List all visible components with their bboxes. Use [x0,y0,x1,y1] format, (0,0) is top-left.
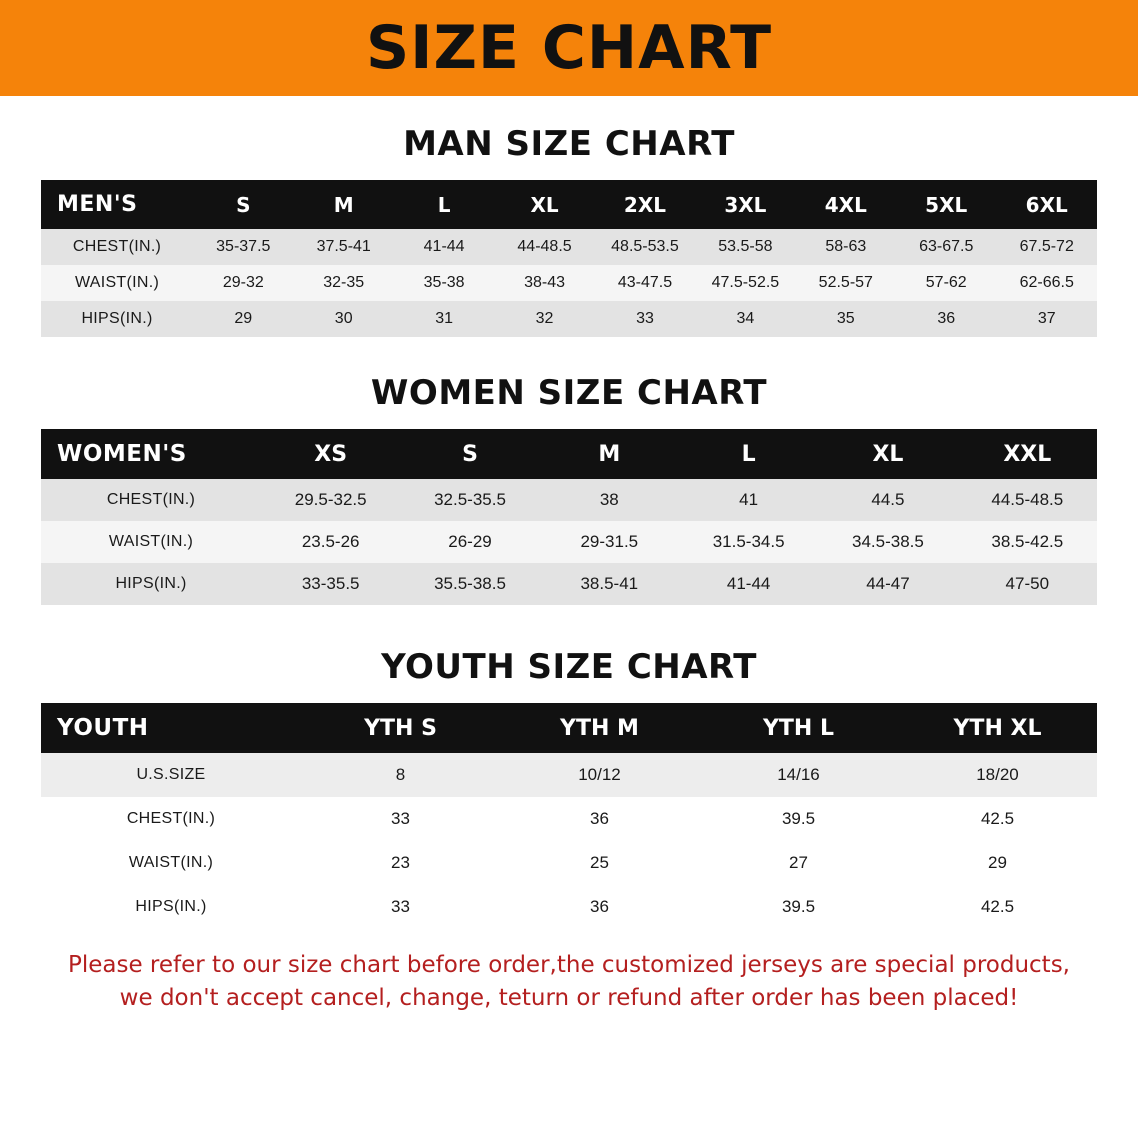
youth-ussize-l: 14/16 [699,753,898,797]
table-row [41,301,1097,337]
men-waist-5xl: 57-62 [896,265,996,301]
women-row-label-chest: CHEST(IN.) [41,479,261,521]
women-chest-l: 41 [679,479,818,521]
men-chest-6xl: 67.5-72 [996,229,1097,265]
men-row-label-waist: WAIST(IN.) [41,265,193,301]
women-hips-m: 38.5-41 [540,563,679,605]
youth-ussize-s: 8 [301,753,500,797]
men-header-s: S [193,180,293,229]
youth-header-label: YOUTH [41,703,301,753]
youth-header-m: YTH M [500,703,699,753]
women-header-l: L [679,429,818,479]
women-section-title: WOMEN SIZE CHART [370,373,768,413]
youth-header-xl: YTH XL [898,703,1097,753]
disclaimer-line-1: Please refer to our size chart before order,the customized jerseys are special products, [67,952,1070,978]
women-header-label: WOMEN'S [41,429,261,479]
youth-chest-m: 36 [500,797,699,841]
disclaimer-note [40,949,1098,1016]
youth-hips-xl: 42.5 [898,885,1097,929]
youth-row-label-waist: WAIST(IN.) [41,841,301,885]
youth-row-label-ussize: U.S.SIZE [41,753,301,797]
youth-row-label-hips: HIPS(IN.) [41,885,301,929]
men-waist-2xl: 43-47.5 [595,265,695,301]
men-chest-m: 37.5-41 [293,229,393,265]
youth-hips-l: 39.5 [699,885,898,929]
women-chest-xxl: 44.5-48.5 [958,479,1097,521]
women-waist-s: 26-29 [400,521,539,563]
women-waist-m: 29-31.5 [540,521,679,563]
men-header-l: L [394,180,494,229]
table-row [41,521,1097,563]
women-size-table [41,429,1097,605]
men-hips-m: 30 [293,301,393,337]
women-waist-xxl: 38.5-42.5 [958,521,1097,563]
men-row-label-hips: HIPS(IN.) [41,301,193,337]
man-section-title: MAN SIZE CHART [403,124,735,164]
men-chest-s: 35-37.5 [193,229,293,265]
youth-hips-m: 36 [500,885,699,929]
table-row [41,265,1097,301]
youth-hips-s: 33 [301,885,500,929]
women-hips-xl: 44-47 [818,563,957,605]
women-hips-s: 35.5-38.5 [400,563,539,605]
men-header-6xl: 6XL [996,180,1097,229]
men-chest-l: 41-44 [394,229,494,265]
women-header-xs: XS [261,429,400,479]
table-row [41,753,1097,797]
youth-waist-m: 25 [500,841,699,885]
women-header-xl: XL [818,429,957,479]
men-chest-4xl: 58-63 [796,229,896,265]
women-row-label-waist: WAIST(IN.) [41,521,261,563]
youth-header-s: YTH S [301,703,500,753]
youth-chest-l: 39.5 [699,797,898,841]
men-hips-2xl: 33 [595,301,695,337]
men-hips-3xl: 34 [695,301,795,337]
men-header-5xl: 5XL [896,180,996,229]
youth-ussize-m: 10/12 [500,753,699,797]
women-header-xxl: XXL [958,429,1097,479]
women-waist-l: 31.5-34.5 [679,521,818,563]
men-hips-6xl: 37 [996,301,1097,337]
men-size-table [41,180,1097,337]
youth-ussize-xl: 18/20 [898,753,1097,797]
banner [0,0,1138,96]
men-waist-l: 35-38 [394,265,494,301]
men-hips-s: 29 [193,301,293,337]
youth-section-title: YOUTH SIZE CHART [381,647,757,687]
men-chest-3xl: 53.5-58 [695,229,795,265]
youth-waist-l: 27 [699,841,898,885]
men-waist-6xl: 62-66.5 [996,265,1097,301]
table-row [41,563,1097,605]
men-waist-s: 29-32 [193,265,293,301]
women-waist-xl: 34.5-38.5 [818,521,957,563]
disclaimer-line-2: we don't accept cancel, change, teturn or refund after order has been placed! [119,985,1019,1012]
women-hips-xs: 33-35.5 [261,563,400,605]
youth-chest-s: 33 [301,797,500,841]
table-row [41,479,1097,521]
men-waist-m: 32-35 [293,265,393,301]
men-header-m: M [293,180,393,229]
table-row [41,797,1097,841]
table-row [41,229,1097,265]
women-chest-s: 32.5-35.5 [400,479,539,521]
table-row [41,885,1097,929]
youth-header-l: YTH L [699,703,898,753]
youth-waist-xl: 29 [898,841,1097,885]
youth-row-label-chest: CHEST(IN.) [41,797,301,841]
men-chest-2xl: 48.5-53.5 [595,229,695,265]
men-header-xl: XL [494,180,594,229]
women-table-header-row [41,429,1097,479]
men-chest-xl: 44-48.5 [494,229,594,265]
women-hips-xxl: 47-50 [958,563,1097,605]
youth-waist-s: 23 [301,841,500,885]
women-hips-l: 41-44 [679,563,818,605]
men-header-4xl: 4XL [796,180,896,229]
men-hips-xl: 32 [494,301,594,337]
women-chest-xl: 44.5 [818,479,957,521]
youth-table-header-row [41,703,1097,753]
men-chest-5xl: 63-67.5 [896,229,996,265]
men-waist-xl: 38-43 [494,265,594,301]
men-waist-3xl: 47.5-52.5 [695,265,795,301]
women-header-s: S [400,429,539,479]
men-header-2xl: 2XL [595,180,695,229]
women-chest-xs: 29.5-32.5 [261,479,400,521]
page-title: SIZE CHART [365,13,773,83]
women-waist-xs: 23.5-26 [261,521,400,563]
men-header-3xl: 3XL [695,180,795,229]
women-chest-m: 38 [540,479,679,521]
youth-size-table [41,703,1097,929]
men-hips-5xl: 36 [896,301,996,337]
men-row-label-chest: CHEST(IN.) [41,229,193,265]
women-header-m: M [540,429,679,479]
men-hips-l: 31 [394,301,494,337]
men-header-label: MEN'S [41,180,193,229]
women-row-label-hips: HIPS(IN.) [41,563,261,605]
men-table-header-row [41,180,1097,229]
table-row [41,841,1097,885]
men-hips-4xl: 35 [796,301,896,337]
men-waist-4xl: 52.5-57 [796,265,896,301]
youth-chest-xl: 42.5 [898,797,1097,841]
